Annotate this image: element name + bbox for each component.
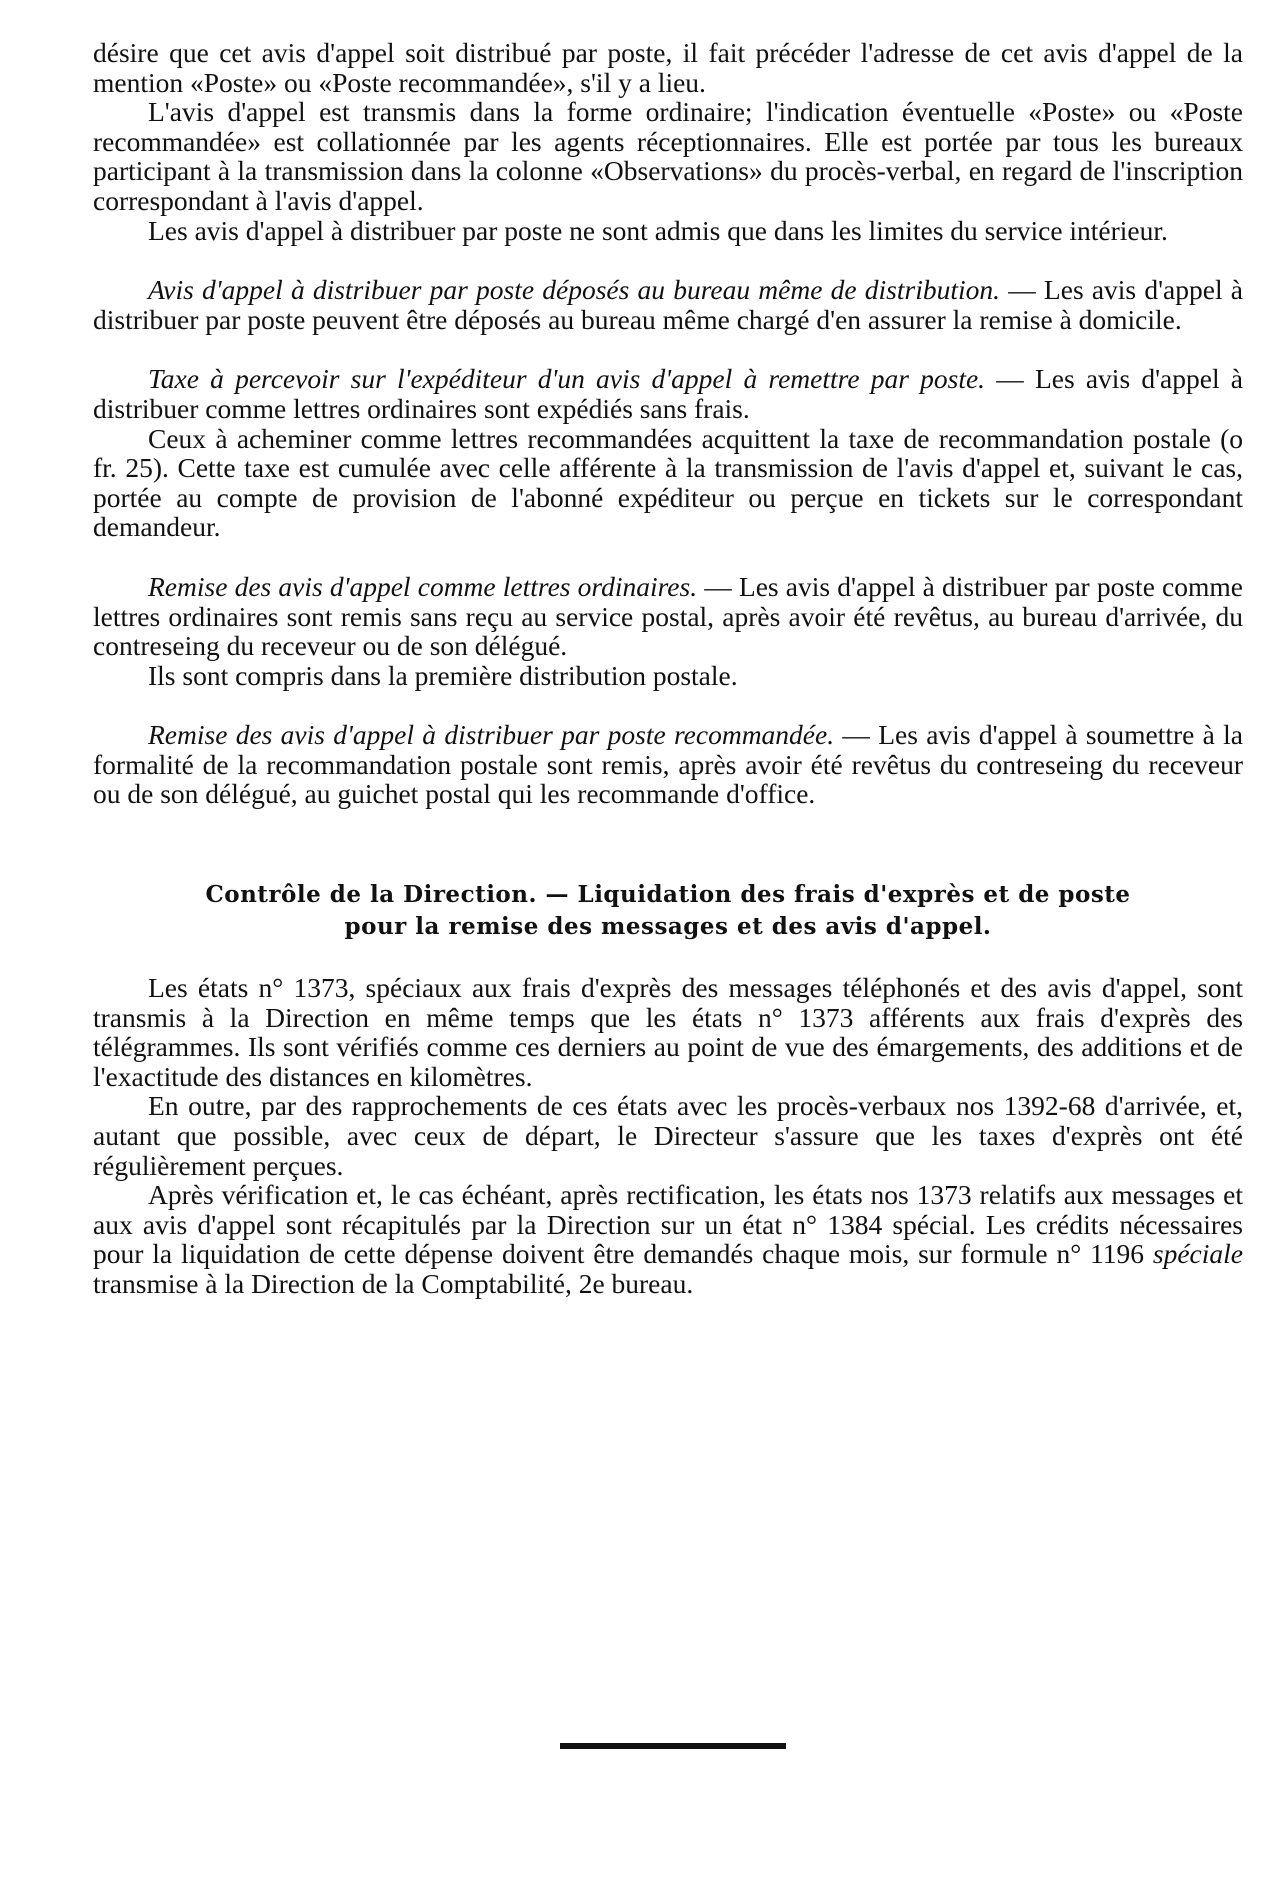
- end-rule: [560, 1743, 786, 1749]
- title-line-1: Contrôle de la Direction. — Liquidation des frais d'exprès et de poste: [205, 881, 1131, 909]
- section-text: — Les avis d'appel à distribuer comme lettres ordinaires sont expédiés sans frais.: [93, 363, 1244, 424]
- paragraph: désire que cet avis d'appel soit distribué par poste, il fait précéder l'adresse de cet avis d'appel de la mention «Poste» ou «Poste recommandée», s'il y a lieu.: [93, 37, 1243, 98]
- paragraph: Les états n° 1373, spéciaux aux frais d'exprès des messages téléphonés et des avis d'appel, sont transmis à la Direction en même temps que les états n° 1373 afférents aux frais d'exprès des télégrammes. Ils sont vérifiés comme ces derniers au point de vue des émargements, des additions et de l'exactitude des distances en kilomètres.: [93, 972, 1243, 1092]
- section-heading: Remise des avis d'appel à distribuer par poste recommandée.: [148, 719, 835, 751]
- title-line-2: pour la remise des messages et des avis d'appel.: [344, 913, 992, 941]
- section-remise-recommandee: [93, 720, 1243, 809]
- section-taxe-depot: [93, 275, 1243, 334]
- paragraph-text: transmise à la Direction de la Comptabilité, 2e bureau.: [93, 1268, 694, 1299]
- paragraph: Ils sont compris dans la première distribution postale.: [148, 659, 738, 691]
- section-text: — Les avis d'appel à distribuer par poste comme lettres ordinaires sont remis sans reçu au service postal, après avoir été revêtus, au bureau d'arrivée, du contreseing du receveur ou de son délégué.: [93, 570, 1244, 662]
- section-remise-ordinaires: [93, 572, 1243, 661]
- paragraph-italic: spéciale: [1152, 1238, 1243, 1270]
- paragraph: [93, 1180, 1243, 1298]
- paragraph: Ceux à acheminer comme lettres recommandées acquittent la taxe de recommandation postale (o fr. 25). Cette taxe est cumulée avec celle afférente à la transmission de l'avis d'appel et, suivant le cas, portée au compte de provision de l'abonné expéditeur ou perçue en tickets sur le correspondant demandeur.: [93, 422, 1243, 543]
- paragraph: L'avis d'appel est transmis dans la forme ordinaire; l'indication éventuelle «Poste» ou «Poste recommandée» est collationnée par les agents réceptionnaires. Elle est portée par tous les bureaux participant à la transmission dans la colonne «Observations» du procès-verbal, en regard de l'inscription correspondant à l'avis d'appel.: [93, 96, 1243, 216]
- document-page: [93, 38, 1243, 1299]
- section-heading: Remise des avis d'appel comme lettres ordinaires.: [148, 570, 698, 602]
- section-heading: Avis d'appel à distribuer par poste déposés au bureau même de distribution.: [148, 274, 1001, 306]
- paragraph-text: Après vérification et, le cas échéant, après rectification, les états nos 1373 relatifs aux messages et aux avis d'appel sont récapitulés par la Direction sur un état n° 1384 spécial. Les crédits nécessaires pour la liquidation de cette dépense doivent être demandés chaque mois, sur formule n° 1196: [93, 1179, 1243, 1270]
- section-heading: Taxe à percevoir sur l'expéditeur d'un avis d'appel à remettre par poste.: [148, 363, 986, 395]
- section-taxe-percevoir: [93, 364, 1243, 423]
- paragraph: Les avis d'appel à distribuer par poste ne sont admis que dans les limites du service intérieur.: [148, 214, 1168, 246]
- section-text: — Les avis d'appel à soumettre à la formalité de la recommandation postale sont remis, après avoir été revêtus du contreseing du receveur ou de son délégué, au guichet postal qui les recommande d'office.: [93, 719, 1243, 810]
- paragraph: En outre, par des rapprochements de ces états avec les procès-verbaux nos 1392-68 d'arrivée, et, autant que possible, avec ceux de départ, le Directeur s'assure que les taxes d'exprès ont été régulièrement perçues.: [93, 1090, 1243, 1181]
- section-text: — Les avis d'appel à distribuer par poste peuvent être déposés au bureau même chargé d'en assurer la remise à domicile.: [93, 274, 1244, 335]
- section-title: [93, 879, 1243, 943]
